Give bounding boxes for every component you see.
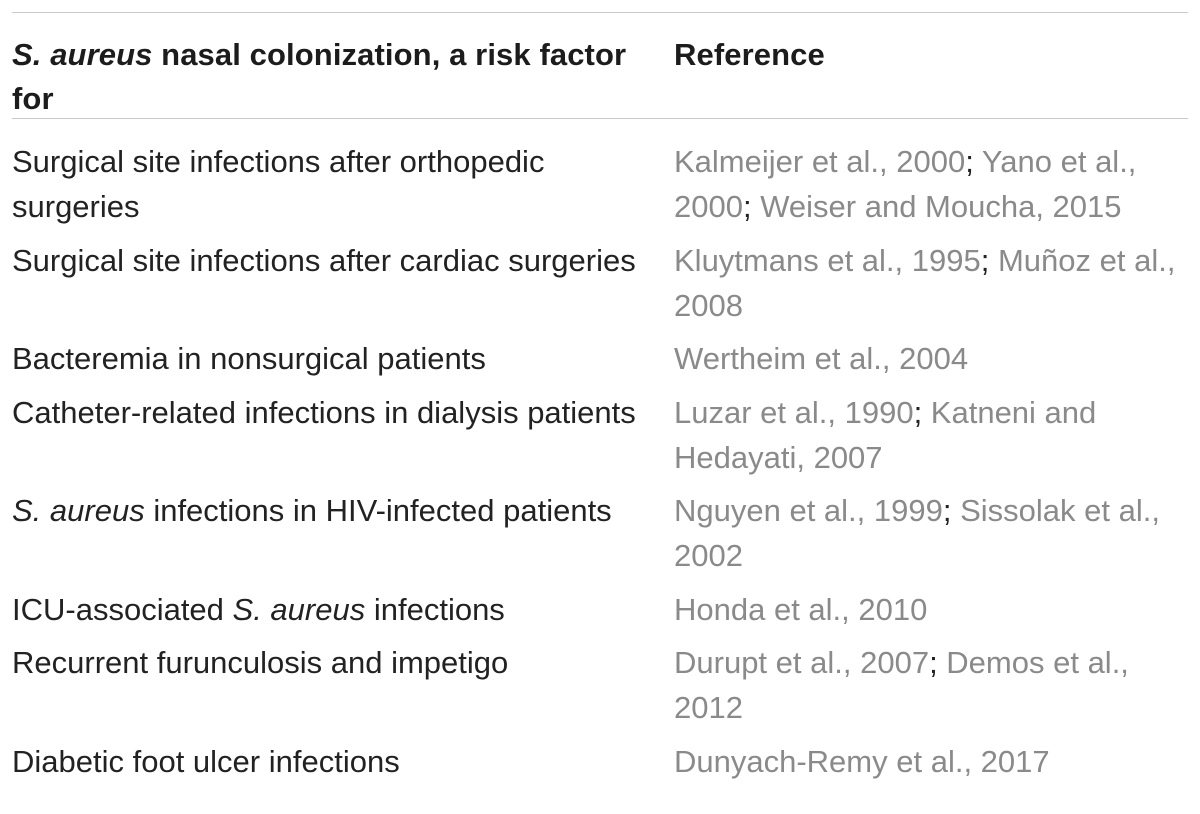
risk-factor-cell <box>12 739 674 793</box>
reference-separator: ; <box>980 242 998 278</box>
table-row <box>12 336 1188 390</box>
risk-factor-text: Surgical site infections after cardiac surgeries <box>12 242 636 278</box>
risk-factor-text: infections in HIV-infected patients <box>144 493 612 528</box>
reference-cell <box>674 640 1188 739</box>
risk-factor-cell <box>12 238 674 337</box>
reference-separator: ; <box>942 493 961 528</box>
reference-link[interactable]: Dunyach-Remy et al., 2017 <box>674 743 1050 779</box>
reference-link[interactable]: Honda et al., 2010 <box>674 591 928 627</box>
risk-factor-text: Recurrent furunculosis and impetigo <box>12 645 509 680</box>
reference-link[interactable]: Yano et al., 2000 <box>674 144 1137 224</box>
reference-cell <box>674 488 1188 587</box>
risk-factor-text: Catheter-related infections in dialysis patients <box>12 394 636 430</box>
header-reference: Reference <box>674 37 825 72</box>
reference-cell <box>674 139 1188 238</box>
reference-link[interactable]: Weiser and Moucha, 2015 <box>760 189 1122 224</box>
header-organism-name: S. aureus <box>12 37 153 72</box>
reference-link[interactable]: Durupt et al., 2007 <box>674 645 930 680</box>
reference-cell <box>674 390 1188 489</box>
risk-factor-cell <box>12 488 674 587</box>
risk-factor-text: Bacteremia in nonsurgical patients <box>12 341 486 376</box>
table-body <box>12 119 1188 792</box>
reference-link[interactable]: Demos et al., 2012 <box>674 645 1129 725</box>
organism-name: S. aureus <box>12 493 145 528</box>
reference-link[interactable]: Wertheim et al., 2004 <box>674 341 969 376</box>
table-row <box>12 238 1188 337</box>
risk-factor-text: ICU-associated <box>12 591 233 627</box>
reference-cell <box>674 238 1188 337</box>
risk-factor-cell <box>12 587 674 641</box>
organism-name: S. aureus <box>232 591 366 627</box>
reference-table <box>12 12 1188 792</box>
reference-separator: ; <box>965 144 982 179</box>
reference-cell <box>674 739 1188 793</box>
reference-link[interactable]: Katneni and Hedayati, 2007 <box>674 394 1097 475</box>
table-row <box>12 640 1188 739</box>
table-row <box>12 488 1188 587</box>
reference-link[interactable]: Luzar et al., 1990 <box>674 394 914 430</box>
reference-link[interactable]: Nguyen et al., 1999 <box>674 493 943 528</box>
risk-factor-text: infections <box>365 591 505 627</box>
risk-factor-cell <box>12 336 674 390</box>
table-row <box>12 139 1188 238</box>
header-risk-factor-text: nasal colonization, a risk factor for <box>12 37 627 116</box>
risk-factor-cell <box>12 640 674 739</box>
risk-factor-cell <box>12 139 674 238</box>
table-row <box>12 390 1188 489</box>
reference-link[interactable]: Muñoz et al., 2008 <box>674 242 1176 323</box>
risk-factor-text: Diabetic foot ulcer infections <box>12 743 400 779</box>
header-risk-factor <box>12 33 674 118</box>
reference-cell <box>674 587 1188 641</box>
reference-link[interactable]: Sissolak et al., 2002 <box>674 493 1160 573</box>
table-row <box>12 587 1188 641</box>
reference-separator: ; <box>742 189 761 224</box>
reference-link[interactable]: Kluytmans et al., 1995 <box>674 242 981 278</box>
reference-separator: ; <box>913 394 931 430</box>
table-header <box>12 13 1188 118</box>
reference-separator: ; <box>929 645 947 680</box>
risk-factor-text: Surgical site infections after orthopedic surgeries <box>12 144 545 224</box>
table-row <box>12 739 1188 793</box>
risk-factor-cell <box>12 390 674 489</box>
reference-link[interactable]: Kalmeijer et al., 2000 <box>674 144 966 179</box>
reference-cell <box>674 336 1188 390</box>
